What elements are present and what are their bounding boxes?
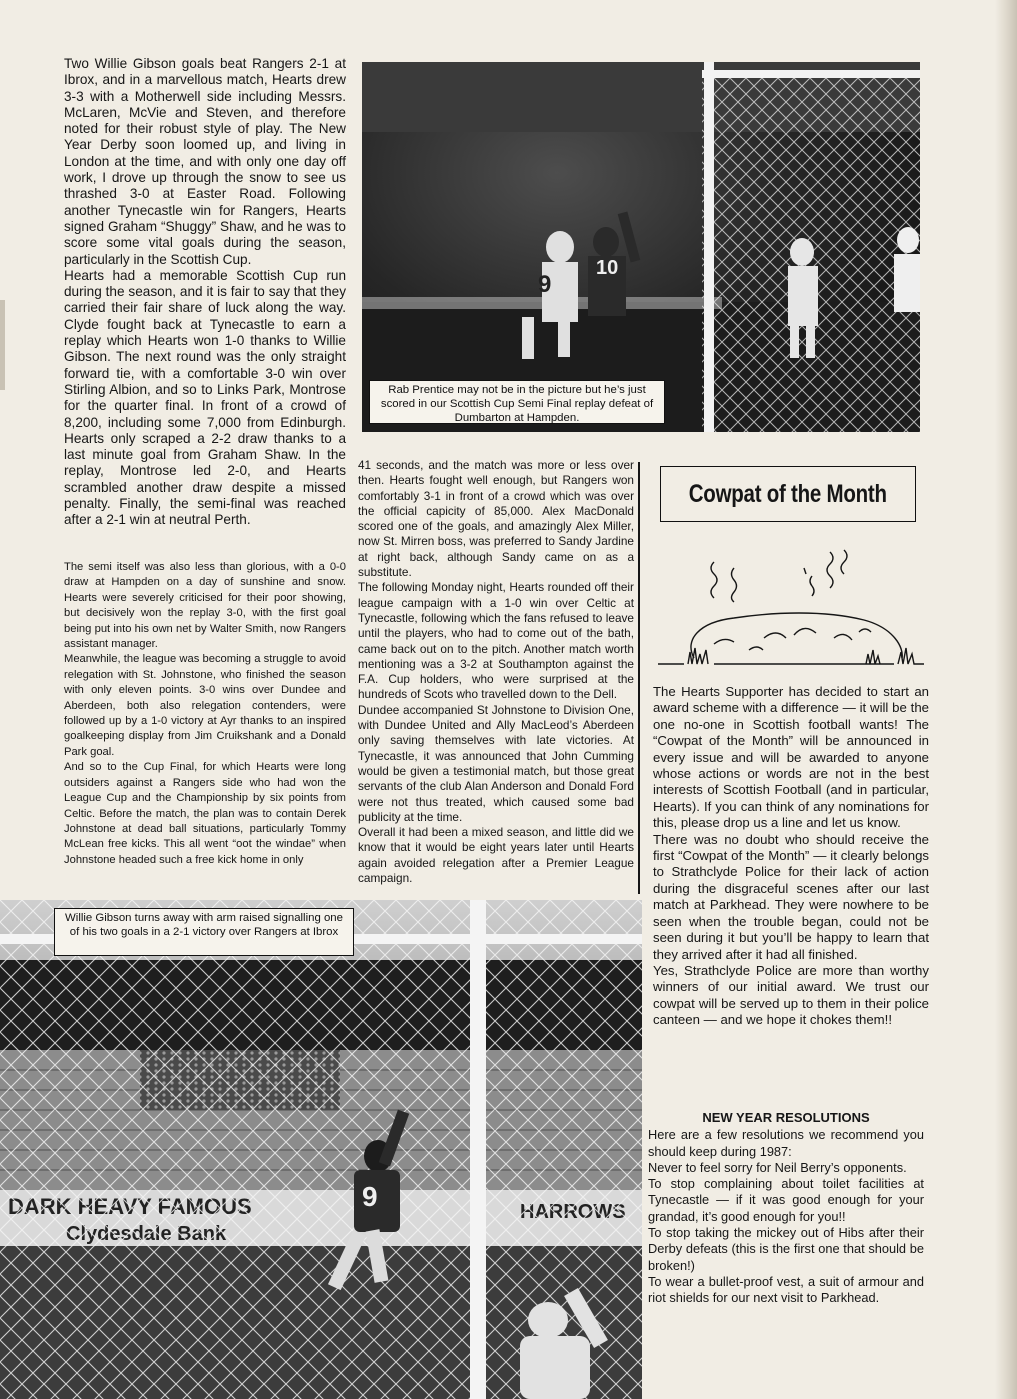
shirt-number-9: 9 — [362, 1181, 378, 1212]
cowpat-drawing — [654, 540, 926, 675]
article-paragraph: Two Willie Gibson goals beat Rangers 2-1 at Ibrox, and in a marvellous match, Hearts drew 3-3 with a Motherwell side including Messrs. McLaren, McVie and Steven, and therefore noted for their robust style of play. The New Year Derby soon loomed up, and living in London at the time, and with only one day off work, I drove up through the snow to see us thrashed 3-0 at Easter Road. Following another Tynecastle win for Rangers, Hearts signed Graham “Shuggy” Shaw, and he was to score some vital goals during the season, particularly in the Scottish Cup. — [64, 56, 346, 267]
photo-ibrox-illustration — [0, 900, 642, 1399]
resolutions-heading: NEW YEAR RESOLUTIONS — [702, 1110, 870, 1125]
photo-caption-ibrox: Willie Gibson turns away with arm raised signalling one of his two goals in a 2-1 victory over Rangers at Ibrox — [54, 908, 354, 956]
article-column-2 — [358, 458, 634, 886]
cowpat-paragraph: Yes, Strathclyde Police are more than worthy winners of our initial award. We trust our cowpat will be served up to them in their police canteen — and we hope it chokes them!! — [653, 962, 929, 1028]
cowpat-article — [653, 684, 929, 1029]
article-paragraph: Hearts had a memorable Scottish Cup run during the season, and it is fair to say that they carried their fair share of luck along the way. Clyde fought back at Tynecastle to earn a replay which Hearts won 1-0 thanks to Willie Gibson. The next round was the only straight forward tie, with a comfortable 3-0 win over Stirling Albion, and so to Links Park, Montrose for the quarter final. In front of a crowd of 8,200, including some 7,000 from Edinburgh. Hearts only scraped a 2-2 draw thanks to a last minute goal from Graham Shaw. In the replay, Montrose led 2-0, and Hearts scrambled another draw despite a missed penalty. Finally, the semi-final was reached after a 2-1 win at neutral Perth. — [64, 267, 346, 528]
resolution-item: Never to feel sorry for Neil Berry’s opponents. — [648, 1159, 907, 1175]
article-paragraph: Dundee accompanied St Johnstone to Division One, with Dundee United and Ally MacLeod’s Aberdeen only saving themselves with late victories. At Tynecastle, it was announced that John Cumming would be given a testimonial match, but those great servants of the club Alan Anderson and Donald Ford were not thus treated, which caused some bad publicity at the time. — [358, 702, 634, 824]
cowpat-paragraph: There was no doubt who should receive the first “Cowpat of the Month” — it clearly belongs to Strathclyde Police for their lack of action during the disgraceful scenes after our last match at Parkhead. They were nowhere to be seen when the trouble began, could not be seen during it but you’ll be happy to learn that they arrived after it had all finished. — [653, 831, 929, 962]
photo-semi-final-illustration — [362, 62, 920, 432]
resolution-item: To stop taking the mickey out of Hibs after their Derby defeats (this is the first one that should be broken!) — [648, 1225, 924, 1273]
cowpat-title: Cowpat of the Month — [688, 479, 888, 508]
resolution-item: Here are a few resolutions we recommend you should keep during 1987: — [648, 1127, 924, 1159]
cowpat-paragraph: The Hearts Supporter has decided to start an award scheme with a difference — it will be the one no-one in Scottish football wants! The “Cowpat of the Month” will be announced in every issue and will be awarded to anyone whose actions or words are not in the best interests of Scottish Football (and in particular, Hearts). If you can think of any nominations for this, please drop us a line and let us know. — [653, 684, 929, 831]
article-paragraph: 41 seconds, and the match was more or less over then. Hearts fought well enough, but Rangers won comfortably 3-1 in front of a crowd which was over the official capicity of 85,000. Alex MacDonald scored one of the goals, and amazingly Alex Miller, now St. Mirren boss, was preferred to Sandy Jardine at right back, although Sandy came on as a substitute. — [358, 458, 634, 580]
article-paragraph: And so to the Cup Final, for which Hearts were long outsiders against a Rangers side who had won the League Cup and the Championship by six points from Celtic. Before the match, the plan was to contain Derek Johnstone at dead ball situations, particularly Tommy McLean free kicks. This all went “oot the windae” when Johnstone headed such a free kick home in only — [64, 761, 346, 866]
photo-caption-semi-final: Rab Prentice may not be in the picture but he’s just scored in our Scottish Cup Semi Final replay defeat of Dumbarton at Hampden. — [369, 380, 665, 424]
cowpat-title-box — [660, 466, 916, 522]
article-paragraph: The semi itself was also less than glorious, with a 0-0 draw at Hampden on a day of sunshine and snow. Hearts were severely criticised for their poor showing, but decisively won the replay 3-0, with the first goal being put into his own net by Walter Smith, now Rangers assistant manager. — [64, 561, 346, 651]
resolution-item: To stop complaining about toilet facilities at Tynecastle — if it was good enough for your grandad, it’s good enough for you!! — [648, 1176, 924, 1224]
shirt-number-9: 9 — [538, 271, 552, 298]
article-paragraph: Meanwhile, the league was becoming a struggle to avoid relegation with St. Johnstone, who finished the season with only eleven points. 3-0 wins over Dundee and Aberdeen, both also relegation contenders, were followed up by a 1-0 victory at Ayr thanks to an inspired goalkeeping display from Jim Cruikshank and a Donald Park goal. — [64, 653, 346, 758]
article-column-1-bottom — [64, 560, 346, 868]
article-column-1-top — [64, 56, 346, 529]
resolution-item: To wear a bullet-proof vest, a suit of armour and riot shields for our next visit to Parkhead. — [648, 1273, 924, 1306]
article-paragraph: Overall it had been a mixed season, and little did we know that it would be eight years later until Hearts again avoided relegation after a Premier League campaign. — [358, 825, 634, 886]
shirt-number-10: 10 — [596, 257, 619, 279]
page-binding-edge — [0, 300, 5, 390]
article-paragraph: The following Monday night, Hearts rounded off their league campaign with a 1-0 win over Celtic at Tynecastle, following which the fans refused to leave until the players, who had to come out of the bath, came back out on to the pitch. Another match worth mentioning was a 3-2 at Southampton against the F.A. Cup holders, who were surprised at the hundreds of Scots who travelled down to the Dell. — [358, 580, 634, 702]
photo-semi-final-goal — [362, 62, 920, 432]
resolutions-section — [648, 1110, 924, 1307]
photo-ibrox-goal — [0, 900, 642, 1399]
page-edge-shadow — [995, 0, 1017, 1399]
column-divider — [638, 462, 640, 894]
